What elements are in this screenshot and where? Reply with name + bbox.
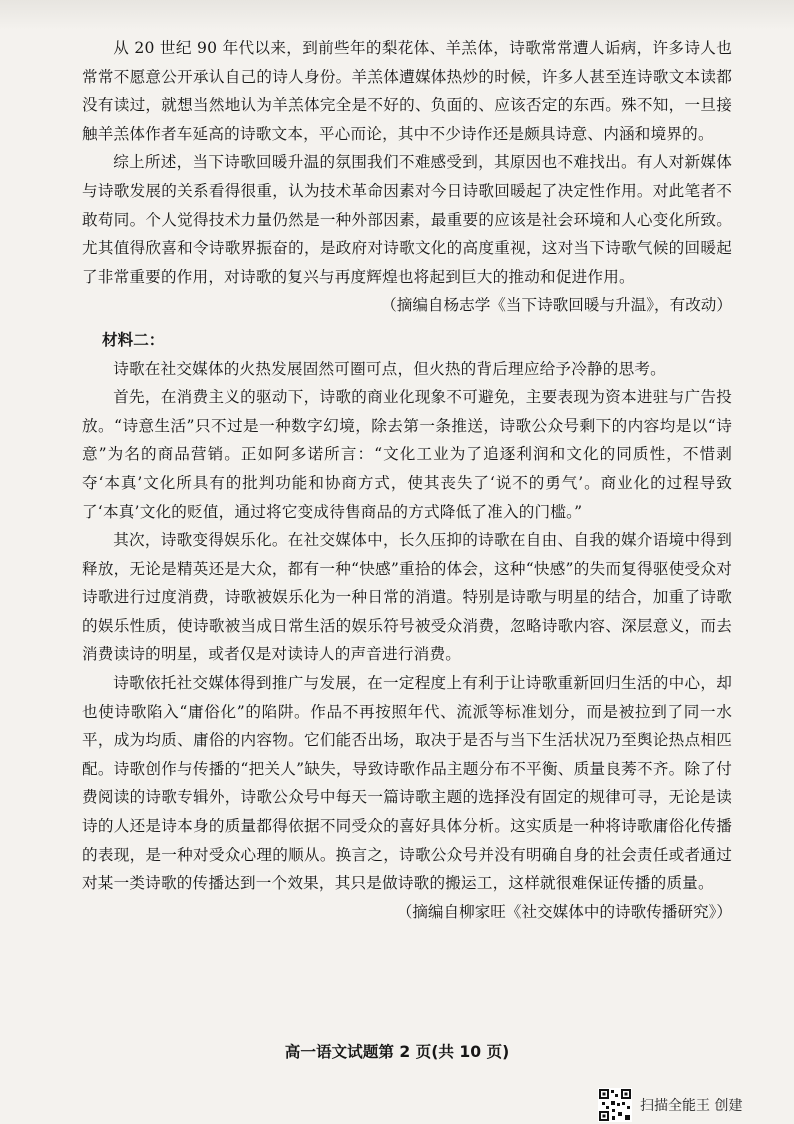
article-body: [82, 34, 732, 926]
paragraph-4: 首先，在消费主义的驱动下，诗歌的商业化现象不可避免，主要表现为资本进驻与广告投放。“诗意生活”只不过是一种数字幻境，除去第一条推送，诗歌公众号剩下的内容均是以“诗意”为名的商品营销。正如阿多诺所言：“文化工业为了追逐利润和文化的同质性，不惜剥夺‘本真’文化所具有的批判功能和协商方式，使其丧失了‘说不的勇气’。商业化的过程导致了‘本真’文化的贬值，通过将它变成待售商品的方式降低了准入的门槛。”: [82, 388, 732, 521]
paragraph-3: 诗歌在社交媒体的火热发展固然可圈可点，但火热的背后理应给予冷静的思考。: [113, 359, 666, 378]
paragraph-5: 其次，诗歌变得娱乐化。在社交媒体中，长久压抑的诗歌在自由、自我的媒介语境中得到释放，无论是精英还是大众，都有一种“快感”重拾的体会，这种“快感”的失而复得驱使受众对诗歌进行过度消费，诗歌被娱乐化为一种日常的消遣。特别是诗歌与明星的结合，加重了诗歌的娱乐性质，使诗歌被当成日常生活的娱乐符号被受众消费，忽略诗歌内容、深层意义，而去消费读诗的明星，或者仅是对读诗人的声音进行消费。: [82, 531, 732, 664]
paragraph-6: 诗歌依托社交媒体得到推广与发展，在一定程度上有利于让诗歌重新回归生活的中心，却也使诗歌陷入“庸俗化”的陷阱。作品不再按照年代、流派等标准划分，而是被拉到了同一水平，成为均质、庸俗的内容物。它们能否出场，取决于是否与当下生活状况乃至舆论热点相匹配。诗歌创作与传播的“把关人”缺失，导致诗歌作品主题分布不平衡、质量良莠不齐。除了付费阅读的诗歌专辑外，诗歌公众号中每天一篇诗歌主题的选择没有固定的规律可寻，无论是读诗的人还是诗本身的质量都得依据不同受众的喜好具体分析。这实质是一种将诗歌庸俗化传播的表现，是一种对受众心理的顺从。换言之，诗歌公众号并没有明确自身的社会责任或者通过对某一类诗歌的传播达到一个效果，其只是做诗歌的搬运工，这样就很难保证传播的质量。: [82, 674, 732, 893]
scan-edge: [0, 0, 794, 30]
watermark-text: 扫描全能王 创建: [640, 1098, 743, 1114]
scanner-watermark: [598, 1088, 742, 1122]
paragraph-2: 综上所述，当下诗歌回暖升温的氛围我们不难感受到，其原因也不难找出。有人对新媒体与诗歌发展的关系看得很重，认为技术革命因素对今日诗歌回暖起了决定性作用。对此笔者不敢苟同。个人觉得技术力量仍然是一种外部因素，最重要的应该是社会环境和人心变化所致。尤其值得欣喜和令诗歌界振奋的，是政府对诗歌文化的高度重视，这对当下诗歌气候的回暖起了非常重要的作用，对诗歌的复兴与再度辉煌也将起到巨大的推动和促进作用。: [82, 153, 732, 286]
material-2-title: 材料二：: [102, 329, 165, 349]
source-citation-2: （摘编自柳家旺《社交媒体中的诗歌传播研究》）: [396, 902, 732, 921]
source-citation-1: （摘编自杨志学《当下诗歌回暖与升温》，有改动）: [381, 296, 732, 315]
page-footer: 高一语文试题第 2 页(共 10 页): [284, 1043, 510, 1061]
paragraph-1: 从 20 世纪 90 年代以来，到前些年的梨花体、羊羔体，诗歌常常遭人诟病，许多诗人也常常不愿意公开承认自己的诗人身份。羊羔体遭媒体热炒的时候，许多人甚至连诗歌文本读都没有读过，就想当然地认为羊羔体完全是不好的、负面的、应该否定的东西。殊不知，一旦接触羊羔体作者车延高的诗歌文本，平心而论，其中不少诗作还是颇具诗意、内涵和境界的。: [82, 39, 732, 143]
qr-code-icon: [598, 1088, 632, 1122]
